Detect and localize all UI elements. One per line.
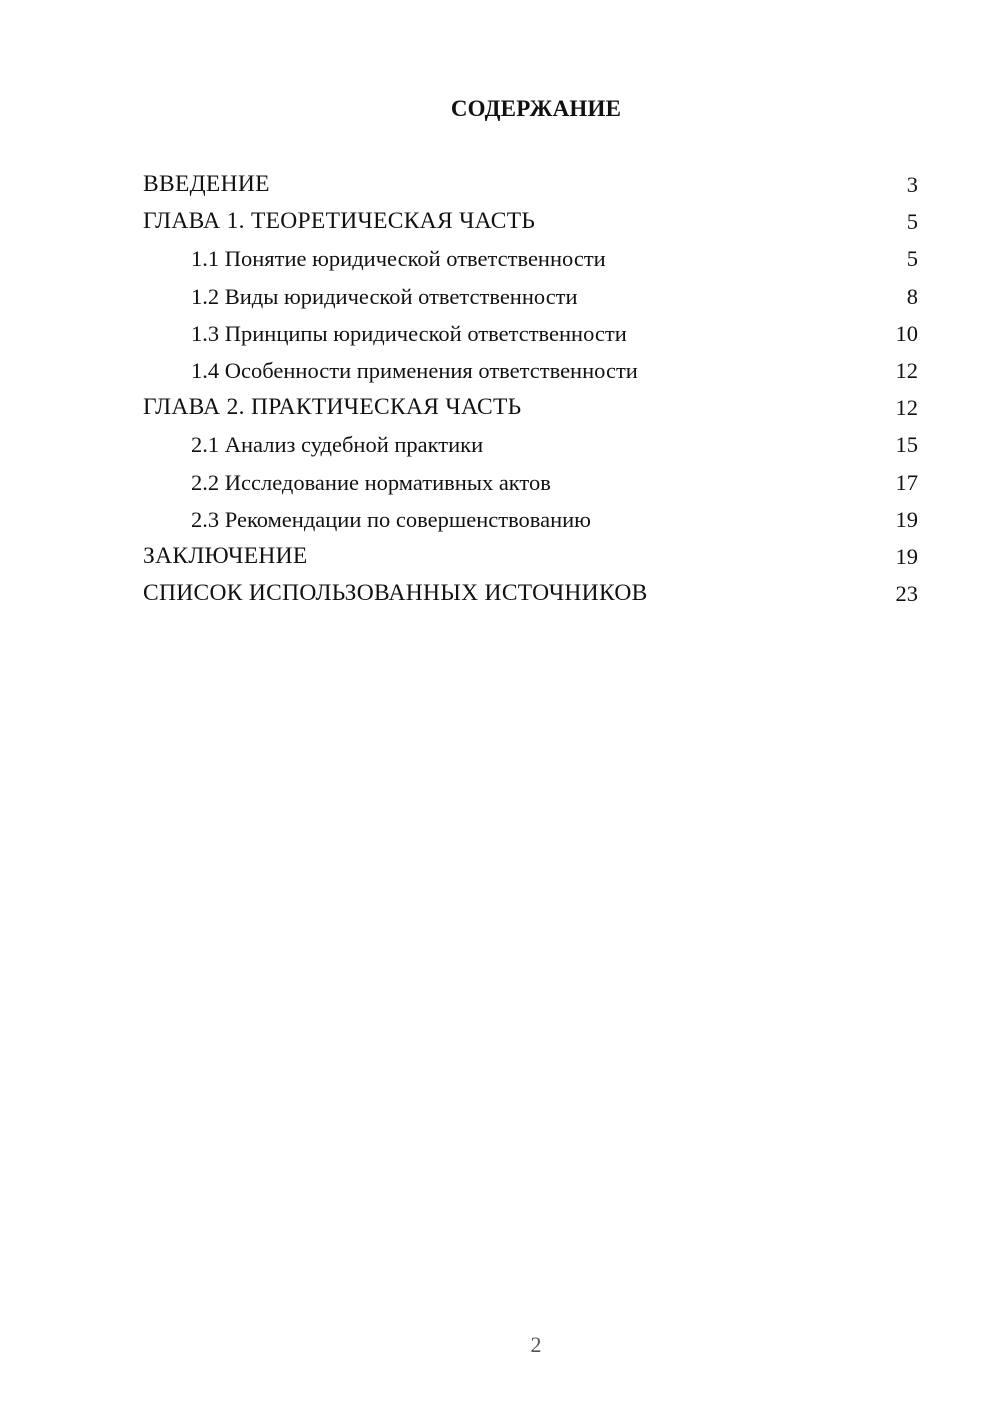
toc-entry-label: 2.2 Исследование нормативных актов: [191, 469, 551, 495]
toc-entry[interactable]: [143, 538, 918, 575]
toc-entry-label: 1.3 Принципы юридической ответственности: [191, 320, 627, 346]
toc-entry[interactable]: [143, 464, 918, 501]
toc-entry[interactable]: [143, 278, 918, 315]
toc-entry[interactable]: [143, 352, 918, 389]
toc-entry-page: 19: [895, 543, 918, 569]
toc-entry[interactable]: [143, 575, 918, 612]
toc-entry-label: 2.1 Анализ судебной практики: [191, 432, 484, 458]
toc-entry-label: 1.4 Особенности применения ответственности: [191, 357, 638, 383]
toc-entry-page: 12: [895, 395, 918, 421]
toc-entry[interactable]: [143, 389, 918, 426]
toc-title: СОДЕРЖАНИЕ: [450, 96, 622, 121]
toc-entry-label: 1.1 Понятие юридической ответственности: [191, 246, 606, 272]
toc-entry-label: ГЛАВА 1. ТЕОРЕТИЧЕСКАЯ ЧАСТЬ: [143, 208, 536, 235]
toc-entry[interactable]: [143, 501, 918, 538]
toc-entry-page: 3: [906, 172, 918, 197]
toc-entry[interactable]: [143, 315, 918, 352]
toc-entry[interactable]: [143, 203, 918, 240]
toc-entry-page: 15: [895, 432, 918, 458]
toc-entry-page: 5: [906, 246, 918, 272]
toc-entry-label: ЗАКЛЮЧЕНИЕ: [143, 542, 308, 569]
page-number: 2: [530, 1332, 542, 1357]
toc-entry-page: 19: [895, 506, 918, 532]
toc-entry-page: 12: [895, 357, 918, 383]
toc-entry[interactable]: [143, 240, 918, 277]
toc-entry-label: СПИСОК ИСПОЛЬЗОВАННЫХ ИСТОЧНИКОВ: [143, 580, 648, 607]
toc-entry-page: 10: [895, 320, 918, 346]
toc-entry-page: 8: [906, 283, 918, 309]
table-of-contents: [143, 166, 918, 612]
toc-entry-label: ГЛАВА 2. ПРАКТИЧЕСКАЯ ЧАСТЬ: [143, 394, 522, 421]
toc-entry[interactable]: [143, 166, 918, 203]
toc-entry-label: 2.3 Рекомендации по совершенствованию: [191, 506, 591, 532]
toc-entry-page: 23: [895, 581, 918, 607]
toc-entry-label: ВВЕДЕНИЕ: [143, 171, 270, 197]
toc-entry[interactable]: [143, 426, 918, 463]
toc-entry-page: 17: [895, 469, 918, 495]
toc-entry-label: 1.2 Виды юридической ответственности: [191, 283, 578, 309]
toc-entry-page: 5: [906, 209, 918, 235]
